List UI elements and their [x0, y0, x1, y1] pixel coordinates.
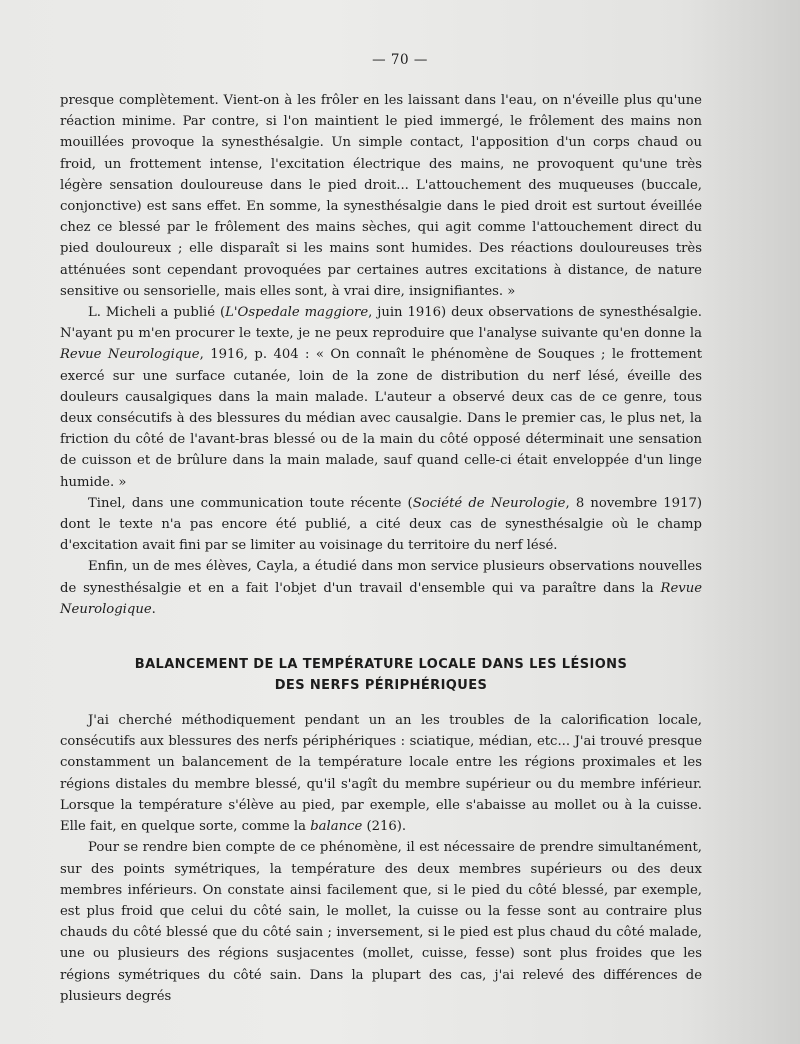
paragraph-balancement [60, 710, 702, 837]
paragraph-methode: Pour se rendre bien compte de ce phénomène, il est nécessaire de prendre simultanément, sur des points symétriques, la température des deux membres supérieurs ou des deux membres inférieurs. On constate ainsi facilement que, si le pied du côté blessé, par exemple, est plus froid que celui du côté sain, le mollet, la cuisse ou la fesse sont au contraire plus chauds du côté blessé que du côté sain ; inversement, si le pied est plus chaud du côté malade, une ou plusieurs des régions susjacentes (mollet, cuisse, fesse) sont plus froides que les régions symétriques du côté sain. Dans la plupart des cas, j'ai relevé des différences de plusieurs degrés [60, 840, 702, 1004]
text-run: J'ai cherché méthodiquement pendant un an les troubles de la calorification locale, consécutifs aux blessures des nerfs périphériques : sciatique, médian, etc... J'ai trouvé presque constamment un balancement de la température locale entre les régions proximales et les régions distales du membre blessé, qu'il s'agît du membre supérieur ou du membre inférieur. Lorsque la température s'élève au pied, par exemple, elle s'abaisse au mollet ou à la cuisse. Elle fait, en quelque sorte, comme la [60, 713, 702, 835]
text-run: L. Micheli a publié ( [88, 305, 226, 321]
paragraph-tinel [60, 493, 702, 557]
journal-title: Revue Neurologique [60, 347, 200, 363]
page-body [60, 90, 702, 1007]
section-heading-line-2: DES NERFS PÉRIPHÉRIQUES [274, 678, 488, 694]
page-number: — 70 — [372, 52, 428, 68]
text-run: , 1916, p. 404 : « On connaît le phénomène de Souques ; le frottement exercé sur une surface cutanée, loin de la zone de distribution du nerf lésé, éveille des douleurs causalgiques dans la main malade. L'auteur a observé deux cas de ce genre, tous deux consécutifs à des blessures du médian avec causalgie. Dans le premier cas, le plus net, la friction du côté de l'avant-bras blessé ou de la main du côté opposé déterminait une sensation de cuisson et de brûlure dans la main malade, sauf quand celle-ci était enveloppée d'un linge humide. » [60, 347, 703, 490]
emphasis-word: balance [310, 819, 363, 835]
text-run: . [151, 601, 156, 617]
text-run: (216). [362, 819, 407, 835]
text-run: , 8 novembre 1917) dont le texte n'a pas encore été publié, a cité deux cas de synesthésalgie où le champ d'excitation avait fini par se limiter au voisinage du territoire du nerf lésé. [60, 495, 702, 554]
text-run: Tinel, dans une communication toute récente ( [88, 495, 413, 511]
paragraph-cayla [60, 556, 702, 620]
section-heading [60, 654, 702, 696]
journal-title: L'Ospedale maggiore [225, 305, 369, 321]
paragraph-micheli [60, 302, 702, 493]
section-heading-line-1: BALANCEMENT DE LA TEMPÉRATURE LOCALE DANS LES LÉSIONS [134, 657, 628, 673]
journal-title: Revue Neurologique [60, 580, 702, 617]
society-name: Société de Neurologie [412, 495, 566, 511]
text-run: , juin 1916) deux observations de synesthésalgie. N'ayant pu m'en procurer le texte, je ne peux reproduire que l'analyse suivante qu'en donne la [60, 305, 702, 342]
paragraph-continued: presque complètement. Vient-on à les frôler en les laissant dans l'eau, on n'éveille plus qu'une réaction minime. Par contre, si l'on maintient le pied immergé, le frôlement des mains non mouillées provoque la synesthésalgie. Un simple contact, l'apposition d'un corps chaud ou froid, un frottement intense, l'excitation électrique des mains, ne provoquent qu'une très légère sensation douloureuse dans le pied droit... L'attouchement des muqueuses (buccale, conjonctive) est sans effet. En somme, la synesthésalgie dans le pied droit est surtout éveillée chez ce blessé par le frôlement des mains sèches, qui agit comme l'attouchement direct du pied douloureux ; elle disparaît si les mains sont humides. Des réactions douloureuses très atténuées sont cependant provoquées par certaines autres excitations à distance, de nature sensitive ou sensorielle, mais elles sont, à vrai dire, insignifiantes. » [60, 93, 702, 299]
text-run: Enfin, un de mes élèves, Cayla, a étudié dans mon service plusieurs observations nouvelles de synesthésalgie et en a fait l'objet d'un travail d'ensemble qui va paraître dans la [60, 559, 702, 596]
